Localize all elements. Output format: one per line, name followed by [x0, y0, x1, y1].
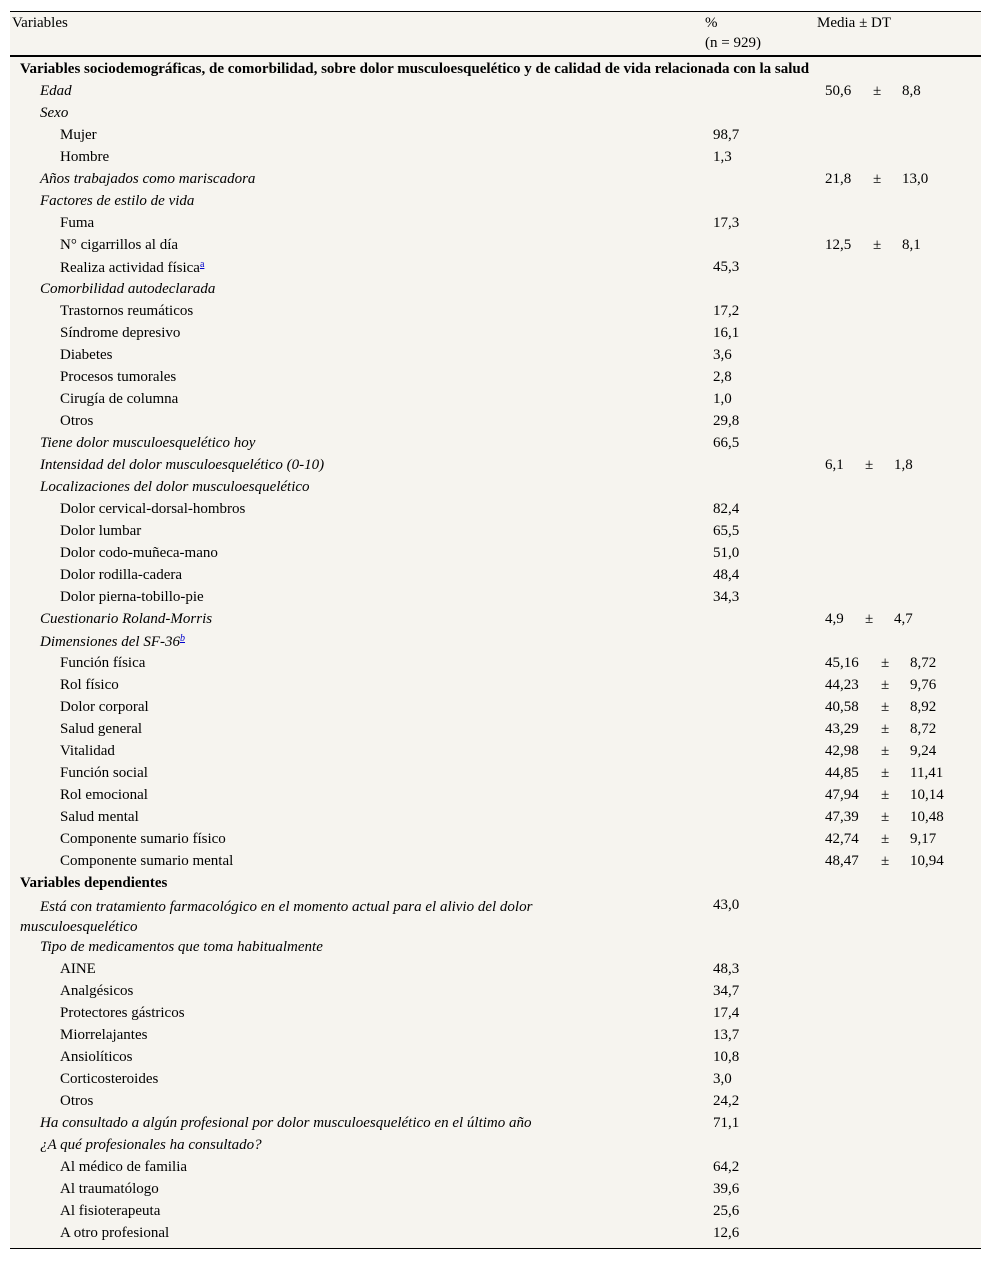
- table-row: [10, 301, 981, 323]
- row-label: AINE: [60, 961, 96, 977]
- row-label: Dimensiones del SF-36$^b$: [40, 633, 185, 650]
- row-percent: 25,6: [713, 1203, 740, 1219]
- table-row: [10, 543, 981, 565]
- row-label: Salud mental: [60, 809, 139, 825]
- row-percent: 3,6: [713, 347, 732, 363]
- table-row: [10, 103, 981, 125]
- row-sd: 4,7: [894, 611, 913, 627]
- row-percent: 34,7: [713, 983, 740, 999]
- plus-minus: ±: [881, 831, 890, 847]
- row-mean: 6,1: [825, 457, 844, 473]
- row-label: Síndrome depresivo: [60, 325, 181, 341]
- row-label: Vitalidad: [60, 743, 115, 759]
- footnote-ref[interactable]: [180, 633, 185, 644]
- plus-minus: ±: [865, 457, 874, 473]
- row-mean: 43,29: [825, 721, 859, 737]
- table-row: [10, 719, 981, 741]
- row-label: Años trabajados como mariscadora: [40, 171, 256, 187]
- row-label: Salud general: [60, 721, 143, 737]
- table-row: [10, 829, 981, 851]
- row-sd: 8,72: [910, 655, 937, 671]
- row-percent: 10,8: [713, 1049, 740, 1065]
- row-label: Realiza actividad física$^a$: [60, 259, 205, 276]
- row-mean: 44,23: [825, 677, 859, 693]
- table-row: [10, 367, 981, 389]
- row-label: Localizaciones del dolor musculoesquelético: [40, 479, 310, 495]
- table-row: [10, 455, 981, 477]
- row-label: Dolor pierna-tobillo-pie: [60, 589, 204, 605]
- table-row: [10, 257, 981, 279]
- plus-minus: ±: [881, 699, 890, 715]
- row-percent: 17,3: [713, 215, 740, 231]
- plus-minus: ±: [873, 171, 882, 187]
- row-percent: 48,3: [713, 961, 740, 977]
- row-percent: 16,1: [713, 325, 740, 341]
- row-mean: 47,94: [825, 787, 859, 803]
- row-sd: 10,48: [910, 809, 944, 825]
- table-row: [10, 609, 981, 631]
- table-row: [10, 959, 981, 981]
- row-sd: 1,8: [894, 457, 913, 473]
- table-body: [10, 57, 981, 1249]
- plus-minus: ±: [881, 809, 890, 825]
- row-label: Componente sumario mental: [60, 853, 234, 869]
- row-percent: 1,0: [713, 391, 732, 407]
- table-row: [10, 1113, 981, 1135]
- row-percent: 17,4: [713, 1005, 740, 1021]
- table-row: [10, 565, 981, 587]
- row-label: Componente sumario físico: [60, 831, 226, 847]
- row-label: Corticosteroides: [60, 1071, 159, 1087]
- row-percent: 82,4: [713, 501, 740, 517]
- row-mean: 40,58: [825, 699, 859, 715]
- table-row: [10, 477, 981, 499]
- row-label: Comorbilidad autodeclarada: [40, 281, 216, 297]
- plus-minus: ±: [865, 611, 874, 627]
- header-mean-sd: Media ± DT: [817, 15, 892, 31]
- row-sd: 9,17: [910, 831, 937, 847]
- row-label: Tiene dolor musculoesquelético hoy: [40, 435, 256, 451]
- row-percent: 43,0: [713, 897, 740, 913]
- table-row: [10, 1223, 981, 1245]
- plus-minus: ±: [881, 743, 890, 759]
- row-percent: 39,6: [713, 1181, 740, 1197]
- table-row: [10, 653, 981, 675]
- plus-minus: ±: [881, 853, 890, 869]
- row-label: Variables dependientes: [20, 875, 168, 891]
- row-label: Rol emocional: [60, 787, 148, 803]
- footnote-link[interactable]: a: [199, 259, 205, 270]
- row-label: Al traumatólogo: [60, 1181, 159, 1197]
- table-row: [10, 873, 981, 895]
- row-percent: 12,6: [713, 1225, 740, 1241]
- row-mean: 21,8: [825, 171, 852, 187]
- row-percent: 48,4: [713, 567, 740, 583]
- row-label: Factores de estilo de vida: [40, 193, 195, 209]
- row-label: Cirugía de columna: [60, 391, 179, 407]
- row-label: Fuma: [60, 215, 95, 231]
- table-row: [10, 981, 981, 1003]
- plus-minus: ±: [873, 83, 882, 99]
- row-label: Mujer: [60, 127, 97, 143]
- footnote-link[interactable]: b: [179, 633, 185, 644]
- row-label: Dolor rodilla-cadera: [60, 567, 183, 583]
- header-variables: Variables: [12, 15, 68, 31]
- row-sd: 8,92: [910, 699, 937, 715]
- table-row: [10, 895, 981, 937]
- table-row: [10, 147, 981, 169]
- table-row: [10, 1135, 981, 1157]
- table-row: [10, 1025, 981, 1047]
- row-label: N° cigarrillos al día: [60, 237, 179, 253]
- table-row: [10, 763, 981, 785]
- plus-minus: ±: [881, 677, 890, 693]
- table-row: [10, 169, 981, 191]
- table-header: [10, 12, 981, 57]
- plus-minus: ±: [881, 765, 890, 781]
- row-mean: 12,5: [825, 237, 852, 253]
- row-label: ¿A qué profesionales ha consultado?: [40, 1137, 262, 1153]
- table-row: [10, 587, 981, 609]
- row-label: Miorrelajantes: [60, 1027, 148, 1043]
- plus-minus: ±: [881, 787, 890, 803]
- table-row: [10, 1091, 981, 1113]
- footnote-ref[interactable]: [200, 259, 204, 270]
- plus-minus: ±: [881, 655, 890, 671]
- table-row: [10, 411, 981, 433]
- table-row: [10, 697, 981, 719]
- table-row: [10, 1179, 981, 1201]
- row-label: Diabetes: [60, 347, 113, 363]
- row-percent: 66,5: [713, 435, 740, 451]
- row-mean: 42,74: [825, 831, 859, 847]
- row-label: Función física: [60, 655, 146, 671]
- table-row: [10, 389, 981, 411]
- row-label: Sexo: [40, 105, 69, 121]
- table-row: [10, 785, 981, 807]
- row-label: Función social: [60, 765, 148, 781]
- table-row: [10, 1003, 981, 1025]
- data-table: [10, 11, 981, 1249]
- plus-minus: ±: [873, 237, 882, 253]
- row-label: Trastornos reumáticos: [60, 303, 194, 319]
- row-label: Variables sociodemográficas, de comorbilidad, sobre dolor musculoesquelético y de calidad de vida relacionada con la salud: [20, 61, 810, 77]
- row-label: Intensidad del dolor musculoesquelético (0-10): [40, 457, 325, 473]
- row-percent: 98,7: [713, 127, 740, 143]
- table-row: [10, 279, 981, 301]
- row-mean: 50,6: [825, 83, 852, 99]
- row-sd: 8,8: [902, 83, 921, 99]
- table-row: [10, 937, 981, 959]
- row-percent: 29,8: [713, 413, 740, 429]
- row-percent: 34,3: [713, 589, 740, 605]
- row-label: Otros: [60, 413, 94, 429]
- row-sd: 10,14: [910, 787, 944, 803]
- row-percent: 65,5: [713, 523, 740, 539]
- row-sd: 9,24: [910, 743, 937, 759]
- table-row: [10, 807, 981, 829]
- table-row: [10, 59, 981, 81]
- row-sd: 10,94: [910, 853, 944, 869]
- row-mean: 44,85: [825, 765, 859, 781]
- row-label: Rol físico: [60, 677, 119, 693]
- table-row: [10, 323, 981, 345]
- table-row: [10, 433, 981, 455]
- row-sd: 11,41: [910, 765, 944, 781]
- row-sd: 13,0: [902, 171, 929, 187]
- row-label: Otros: [60, 1093, 94, 1109]
- table-row: [10, 1047, 981, 1069]
- plus-minus: ±: [881, 721, 890, 737]
- row-label: Protectores gástricos: [60, 1005, 185, 1021]
- table-row: [10, 125, 981, 147]
- table-row: [10, 1201, 981, 1223]
- row-label: Tipo de medicamentos que toma habitualmente: [40, 939, 323, 955]
- row-percent: 13,7: [713, 1027, 740, 1043]
- table-row: [10, 213, 981, 235]
- row-mean: 45,16: [825, 655, 859, 671]
- row-label: A otro profesional: [60, 1225, 170, 1241]
- row-label: Cuestionario Roland-Morris: [40, 611, 213, 627]
- row-label: Dolor corporal: [60, 699, 149, 715]
- table-row: [10, 521, 981, 543]
- row-percent: 64,2: [713, 1159, 740, 1175]
- row-percent: 45,3: [713, 259, 740, 275]
- table-row: [10, 631, 981, 653]
- table-row: [10, 81, 981, 103]
- row-label: Al fisioterapeuta: [60, 1203, 161, 1219]
- row-sd: 9,76: [910, 677, 937, 693]
- row-percent: 51,0: [713, 545, 740, 561]
- table-row: [10, 235, 981, 257]
- table-row: [10, 499, 981, 521]
- row-percent: 1,3: [713, 149, 732, 165]
- row-label: Hombre: [60, 149, 110, 165]
- header-sample-size: (n = 929): [705, 35, 761, 51]
- row-label: Procesos tumorales: [60, 369, 177, 385]
- row-label: Dolor lumbar: [60, 523, 142, 539]
- row-sd: 8,72: [910, 721, 937, 737]
- table-row: [10, 675, 981, 697]
- row-percent: 2,8: [713, 369, 732, 385]
- row-label: Analgésicos: [60, 983, 134, 999]
- row-percent: 17,2: [713, 303, 740, 319]
- header-percent: %: [705, 15, 718, 31]
- row-percent: 3,0: [713, 1071, 732, 1087]
- row-label: Ha consultado a algún profesional por dolor musculoesquelético en el último año: [40, 1115, 532, 1131]
- row-label: Dolor codo-muñeca-mano: [60, 545, 218, 561]
- row-label: Edad: [40, 83, 72, 99]
- row-label: Ansiolíticos: [60, 1049, 133, 1065]
- table-row: [10, 1069, 981, 1091]
- row-label: Al médico de familia: [60, 1159, 188, 1175]
- table-row: [10, 191, 981, 213]
- table-row: [10, 851, 981, 873]
- row-label: Está con tratamiento farmacológico en el momento actual para el alivio del dolor musculoesquelético: [20, 899, 533, 935]
- row-sd: 8,1: [902, 237, 921, 253]
- row-percent: 24,2: [713, 1093, 740, 1109]
- table-row: [10, 1157, 981, 1179]
- row-label: Dolor cervical-dorsal-hombros: [60, 501, 246, 517]
- row-mean: 42,98: [825, 743, 859, 759]
- table-row: [10, 345, 981, 367]
- row-percent: 71,1: [713, 1115, 740, 1131]
- table-row: [10, 741, 981, 763]
- row-mean: 47,39: [825, 809, 859, 825]
- row-mean: 4,9: [825, 611, 844, 627]
- row-mean: 48,47: [825, 853, 859, 869]
